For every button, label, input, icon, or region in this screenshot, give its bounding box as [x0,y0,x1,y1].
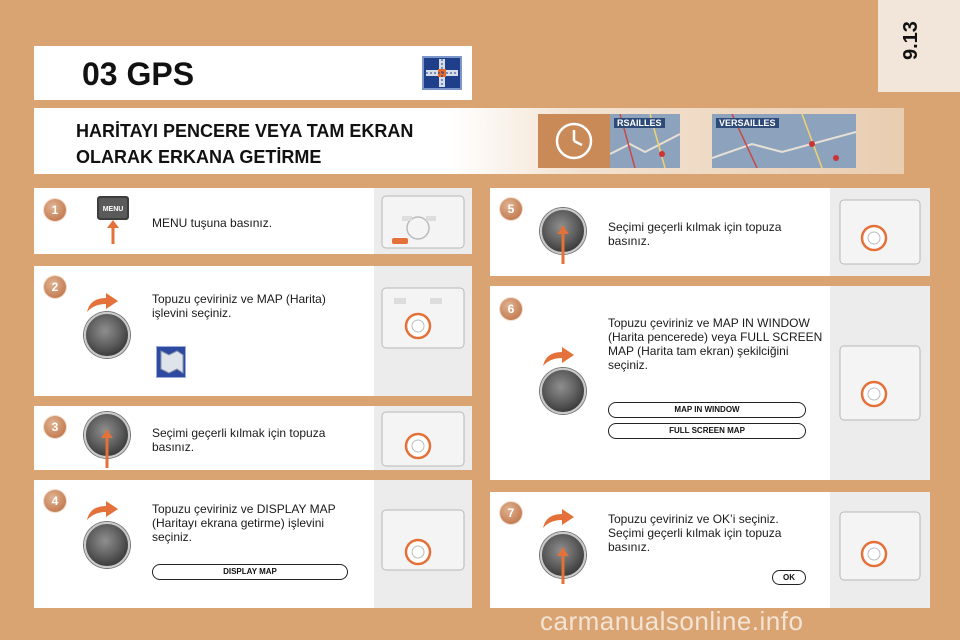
control-panel-illustration [374,406,472,470]
knob-icon [84,522,130,568]
step-badge: 6 [500,298,522,320]
menu-key-label: MENU [102,206,124,213]
gps-crossroads-icon [422,56,462,90]
step-badge: 5 [500,198,522,220]
control-panel-illustration [830,188,930,276]
step-badge: 7 [500,502,522,524]
step-1-panel [374,188,472,254]
map-menu-icon [156,346,186,378]
clock-icon [538,114,610,168]
step-7-text: Topuzu çeviriniz ve OK’i seçiniz. Seçimi geçerli kılmak için topuza basınız. [608,512,782,554]
step-2-text: Topuzu çeviriniz ve MAP (Harita) işlevini seçiniz. [152,292,326,320]
step-badge: 1 [44,199,66,221]
rotate-arrow-icon [84,500,120,522]
watermark: carmanualsonline.info [540,606,804,636]
control-panel-illustration [374,266,472,396]
page-number: 9.13 [900,21,922,60]
step-4-panel [374,480,472,608]
option-ok: OK [772,570,806,585]
menu-key-icon [96,194,130,238]
subtitle-line-1: HARİTAYI PENCERE VEYA TAM EKRAN [76,121,414,141]
step-badge: 3 [44,416,66,438]
control-panel-illustration [830,286,930,480]
map-thumbnail-window [610,114,680,168]
step-badge: 2 [44,276,66,298]
press-arrow-icon [554,546,572,586]
step-5-panel [830,188,930,276]
knob-icon [540,368,586,414]
option-map-in-window: MAP IN WINDOW [608,402,806,418]
step-2-panel [374,266,472,396]
control-panel-illustration [374,480,472,608]
step-7-panel [830,492,930,608]
option-full-screen-map: FULL SCREEN MAP [608,423,806,439]
press-arrow-icon [98,428,116,470]
map-thumbnail-fullscreen [712,114,856,168]
control-panel-illustration [830,492,930,608]
rotate-arrow-icon [84,292,120,314]
knob-icon [84,312,130,358]
step-5-text: Seçimi geçerli kılmak için topuza basınız. [608,220,782,248]
map-label-window: RSAILLES [614,118,665,128]
step-3-panel [374,406,472,470]
step-4-text: Topuzu çeviriniz ve DISPLAY MAP (Haritayı ekrana getirme) işlevini seçiniz. [152,502,336,544]
step-1-text: MENU tuşuna basınız. [152,216,273,230]
section-title: 03 GPS [82,56,195,92]
step-3-text: Seçimi geçerli kılmak için topuza basınız. [152,426,326,454]
step-6-panel [830,286,930,480]
subtitle-line-2: OLARAK ERKANA GETİRME [76,147,322,167]
rotate-arrow-icon [540,346,576,368]
press-arrow-icon [554,224,572,266]
step-6-text: Topuzu çeviriniz ve MAP IN WINDOW (Harita pencerede) veya FULL SCREEN MAP (Harita tam ekran) şekilciğini seçiniz. [608,316,823,372]
subtitle [76,118,413,170]
map-label-fullscreen: VERSAILLES [716,118,779,128]
step-badge: 4 [44,490,66,512]
option-display-map: DISPLAY MAP [152,564,348,580]
control-panel-illustration [374,188,472,254]
rotate-arrow-icon [540,508,576,530]
